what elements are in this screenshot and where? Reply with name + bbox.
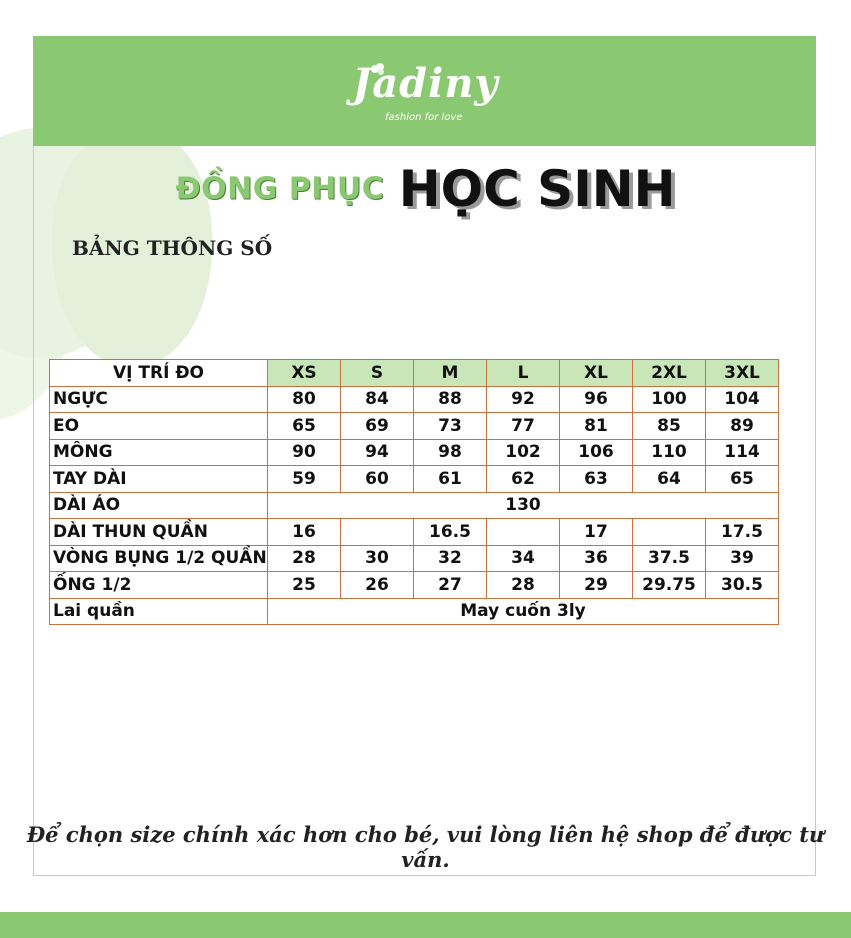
cell: 37.5 [633, 545, 706, 572]
cell: 89 [706, 413, 779, 440]
row-label: DÀI THUN QUẦN [50, 519, 268, 546]
cell: 84 [341, 386, 414, 413]
cell: 28 [268, 545, 341, 572]
cell: 59 [268, 466, 341, 493]
header-label: VỊ TRÍ ĐO [50, 360, 268, 387]
cell: 92 [487, 386, 560, 413]
cell: 114 [706, 439, 779, 466]
cell: 39 [706, 545, 779, 572]
brand-logo [0, 62, 851, 106]
row-label: MÔNG [50, 439, 268, 466]
cell: 30 [341, 545, 414, 572]
row-label: TAY DÀI [50, 466, 268, 493]
brand-name: Jadiny [352, 60, 499, 107]
table-row [50, 439, 779, 466]
row-label: DÀI ÁO [50, 492, 268, 519]
size-table [49, 359, 779, 625]
footer-note: Để chọn size chính xác hơn cho bé, vui lòng liên hệ shop để được tư vấn. [26, 822, 825, 872]
cell: 110 [633, 439, 706, 466]
cell: 104 [706, 386, 779, 413]
brand-tagline: fashion for love [385, 112, 463, 123]
cell: 27 [414, 572, 487, 599]
table-row [50, 413, 779, 440]
cell: 69 [341, 413, 414, 440]
table-row [50, 386, 779, 413]
size-header: L [487, 360, 560, 387]
merged-cell: May cuốn 3ly [268, 598, 779, 625]
size-header: M [414, 360, 487, 387]
cell: 34 [487, 545, 560, 572]
size-header: S [341, 360, 414, 387]
cell: 102 [487, 439, 560, 466]
cell: 25 [268, 572, 341, 599]
cell: 28 [487, 572, 560, 599]
cell: 61 [414, 466, 487, 493]
cell: 65 [706, 466, 779, 493]
cell: 36 [560, 545, 633, 572]
row-label: ỐNG 1/2 [50, 572, 268, 599]
cell: 63 [560, 466, 633, 493]
cell: 30.5 [706, 572, 779, 599]
cell: 29.75 [633, 572, 706, 599]
table-subtitle: BẢNG THÔNG SỐ [72, 236, 273, 260]
cell: 32 [414, 545, 487, 572]
cell: 90 [268, 439, 341, 466]
cell: 17 [560, 519, 633, 546]
cell: 77 [487, 413, 560, 440]
cell: 98 [414, 439, 487, 466]
size-header: XS [268, 360, 341, 387]
table-row [50, 466, 779, 493]
cell: 80 [268, 386, 341, 413]
table-row [50, 572, 779, 599]
merged-cell: 130 [268, 492, 779, 519]
cell: 16 [268, 519, 341, 546]
cell: 17.5 [706, 519, 779, 546]
cell [633, 519, 706, 546]
table-header-row [50, 360, 779, 387]
cell: 73 [414, 413, 487, 440]
row-label: NGỰC [50, 386, 268, 413]
cell [487, 519, 560, 546]
cell: 16.5 [414, 519, 487, 546]
cell: 65 [268, 413, 341, 440]
cell: 60 [341, 466, 414, 493]
title-small: ĐỒNG PHỤC [175, 171, 385, 207]
size-header: XL [560, 360, 633, 387]
table-row [50, 492, 779, 519]
cell: 29 [560, 572, 633, 599]
row-label: Lai quần [50, 598, 268, 625]
cell: 94 [341, 439, 414, 466]
size-header: 3XL [706, 360, 779, 387]
cell: 88 [414, 386, 487, 413]
cell: 26 [341, 572, 414, 599]
size-header: 2XL [633, 360, 706, 387]
cell: 85 [633, 413, 706, 440]
cell: 64 [633, 466, 706, 493]
table-row [50, 519, 779, 546]
cell: 96 [560, 386, 633, 413]
cell: 62 [487, 466, 560, 493]
page-title [0, 160, 851, 218]
row-label: VÒNG BỤNG 1/2 QUẦN [50, 545, 268, 572]
cell [341, 519, 414, 546]
row-label: EO [50, 413, 268, 440]
table-row [50, 598, 779, 625]
cell: 81 [560, 413, 633, 440]
cell: 100 [633, 386, 706, 413]
table-row [50, 545, 779, 572]
bottom-bar [0, 912, 851, 938]
cell: 106 [560, 439, 633, 466]
title-big: HỌC SINH [398, 160, 676, 218]
